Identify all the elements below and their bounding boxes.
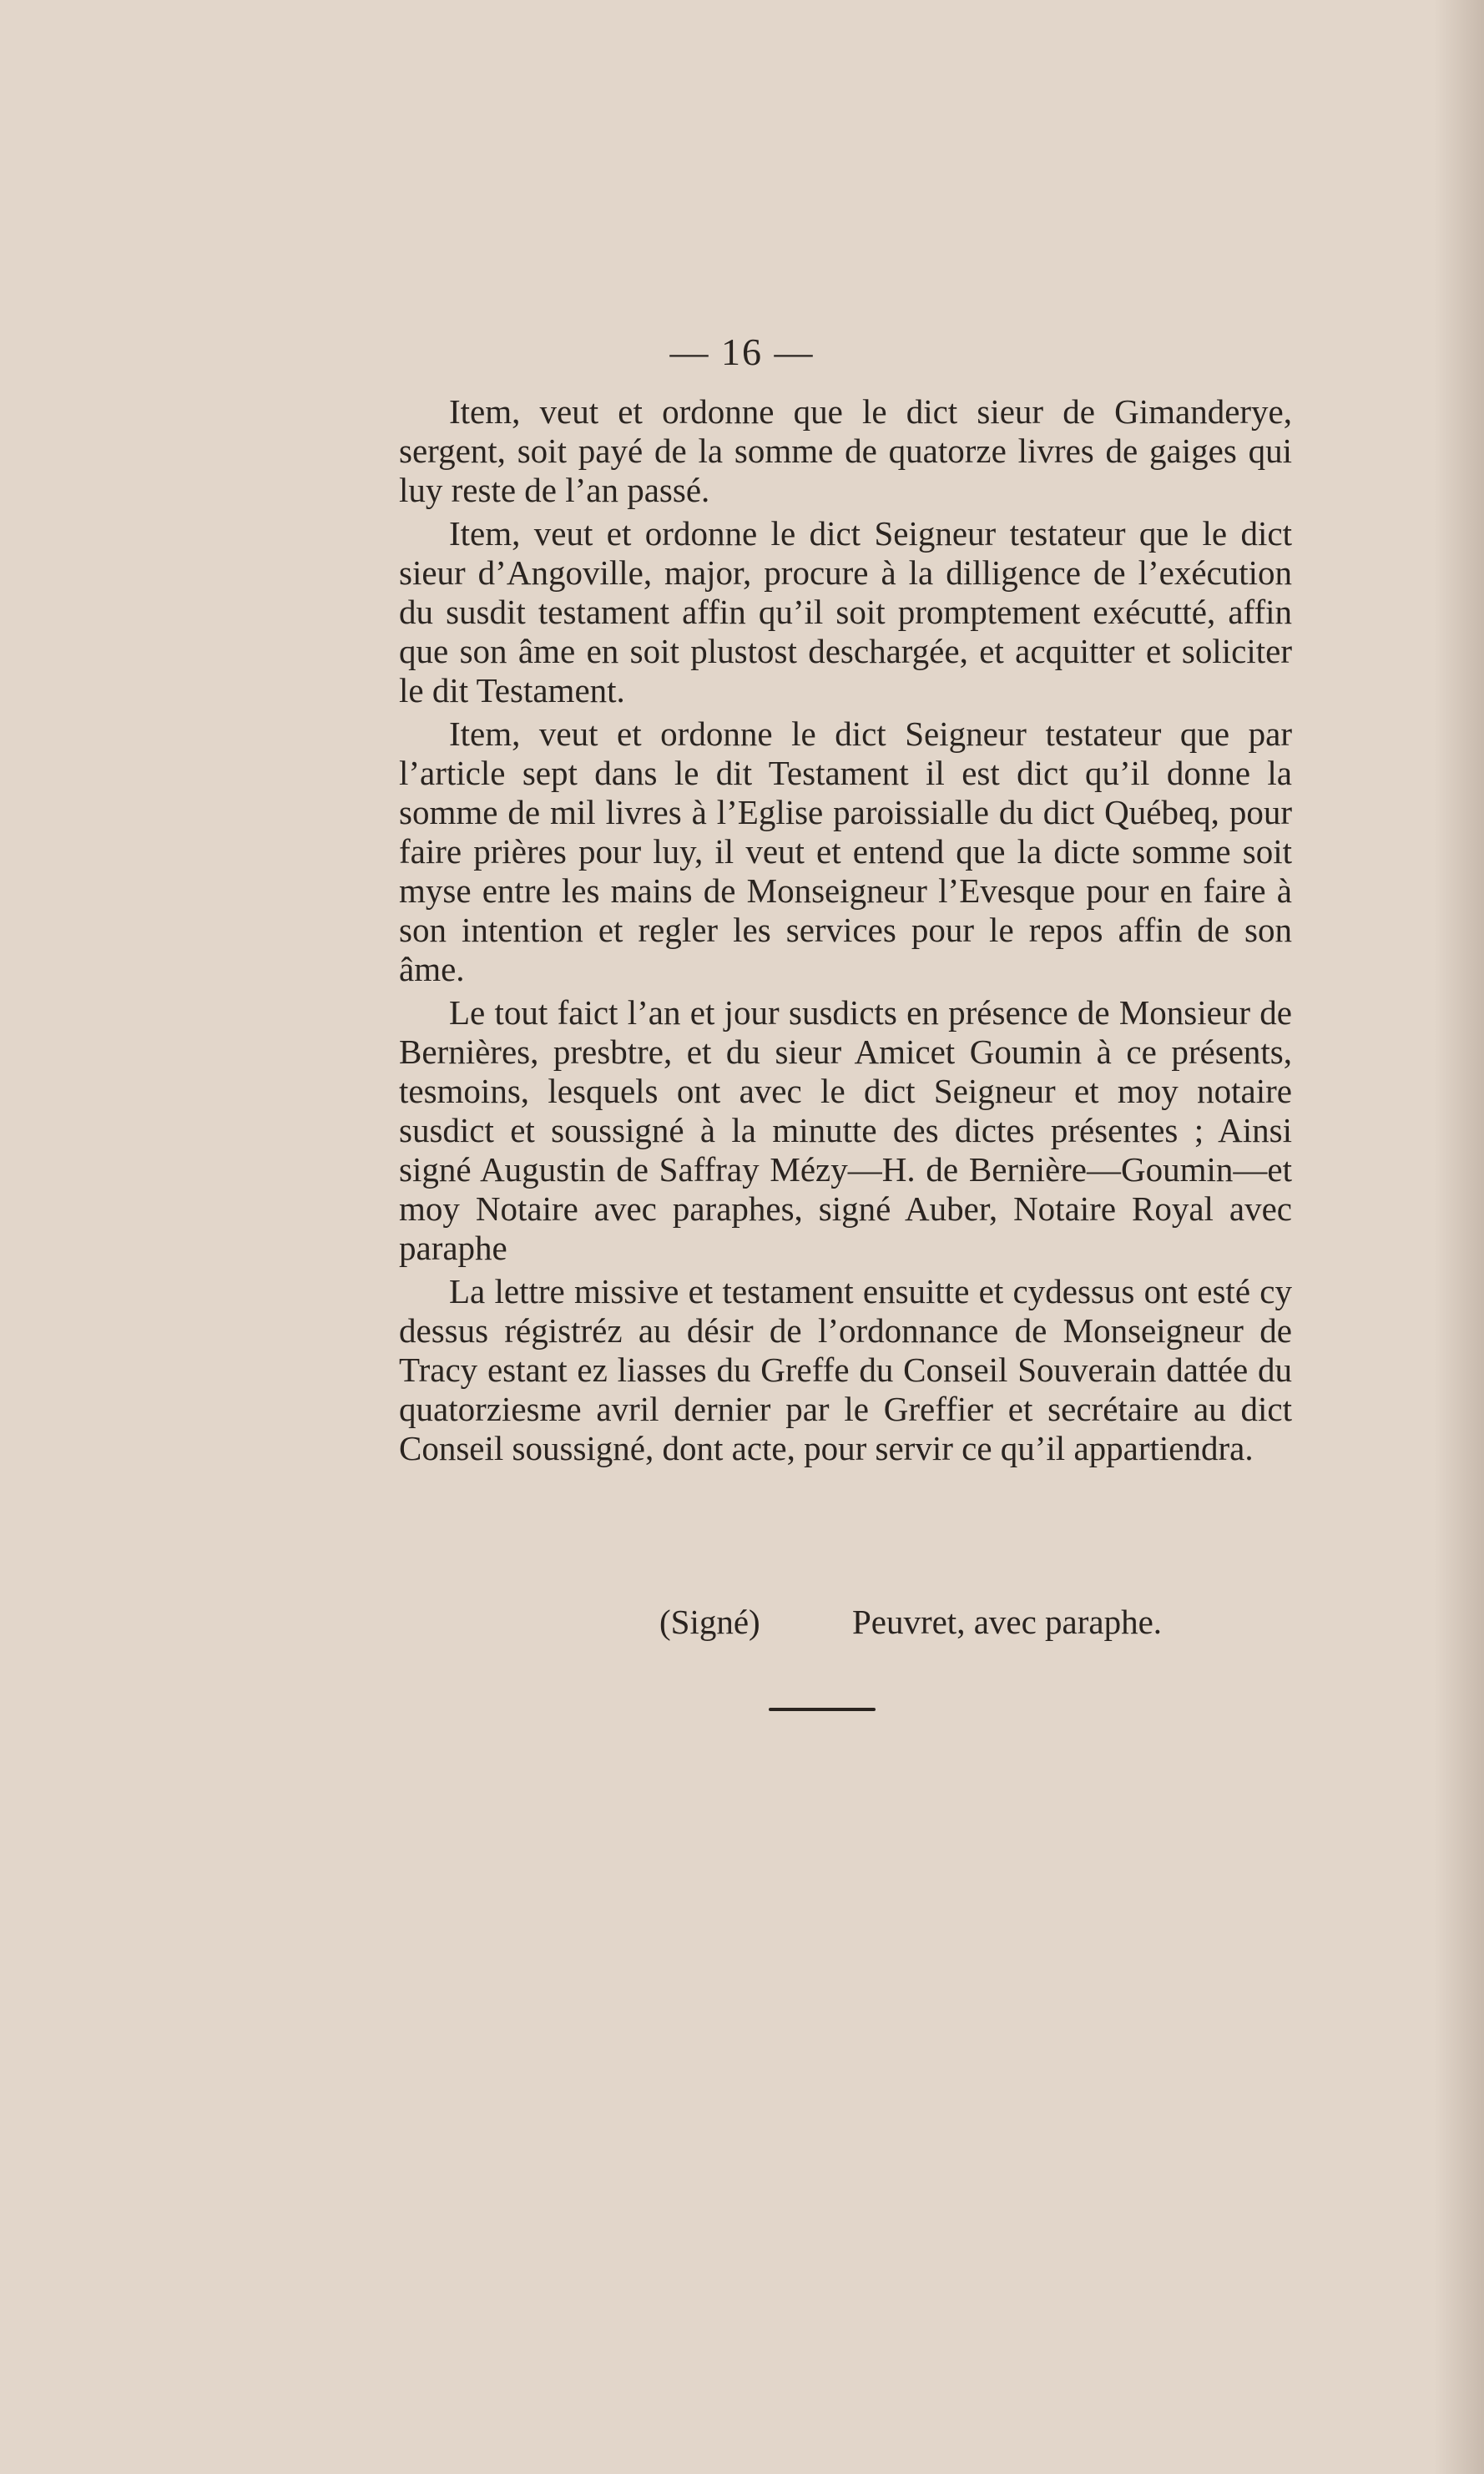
- paragraph: Le tout faict l’an et jour susdicts en présence de Monsieur de Bernières, presbtre, et du sieur Amicet Goumin à ce présents, tesmoins, lesquels ont avec le dict Seigneur et moy notaire susdict et soussigné à la minutte des dictes présentes ; Ainsi signé Augustin de Saffray Mézy—H. de Bernière—Goumin—et moy Notaire avec paraphes, signé Auber, Notaire Royal avec paraphe: [399, 993, 1292, 1267]
- signature-line: [659, 1603, 1244, 1642]
- end-rule-divider: [769, 1708, 876, 1711]
- signature-label: (Signé): [659, 1603, 760, 1641]
- document-body: [399, 392, 1292, 1472]
- paragraph: Item, veut et ordonne le dict Seigneur testateur que le dict sieur d’Angoville, major, procure à la dilligence de l’exécution du susdit testament affin qu’il soit promptement exécutté, affin que son âme en soit plustost deschargée, et acquitter et soliciter le dit Testament.: [399, 514, 1292, 709]
- paragraph: Item, veut et ordonne que le dict sieur de Gimanderye, sergent, soit payé de la somme de quatorze livres de gaiges qui luy reste de l’an passé.: [399, 392, 1292, 509]
- page-number: — 16 —: [669, 331, 815, 373]
- paragraph: Item, veut et ordonne le dict Seigneur testateur que par l’article sept dans le dit Testament il est dict qu’il donne la somme de mil livres à l’Eglise paroissialle du dict Québeq, pour faire prières pour luy, il veut et entend que la dicte somme soit myse entre les mains de Monseigneur l’Evesque pour en faire à son intention et regler les services pour le repos affin de son âme.: [399, 714, 1292, 988]
- signature-text: Peuvret, avec paraphe.: [851, 1603, 1163, 1641]
- paragraph: La lettre missive et testament ensuitte et cydessus ont esté cy dessus régistréz au désir de l’ordonnance de Monseigneur de Tracy estant ez liasses du Greffe du Conseil Souverain dattée du quatorziesme avril dernier par le Greffier et secrétaire au dict Conseil soussigné, dont acte, pour servir ce qu’il appartiendra.: [399, 1272, 1292, 1467]
